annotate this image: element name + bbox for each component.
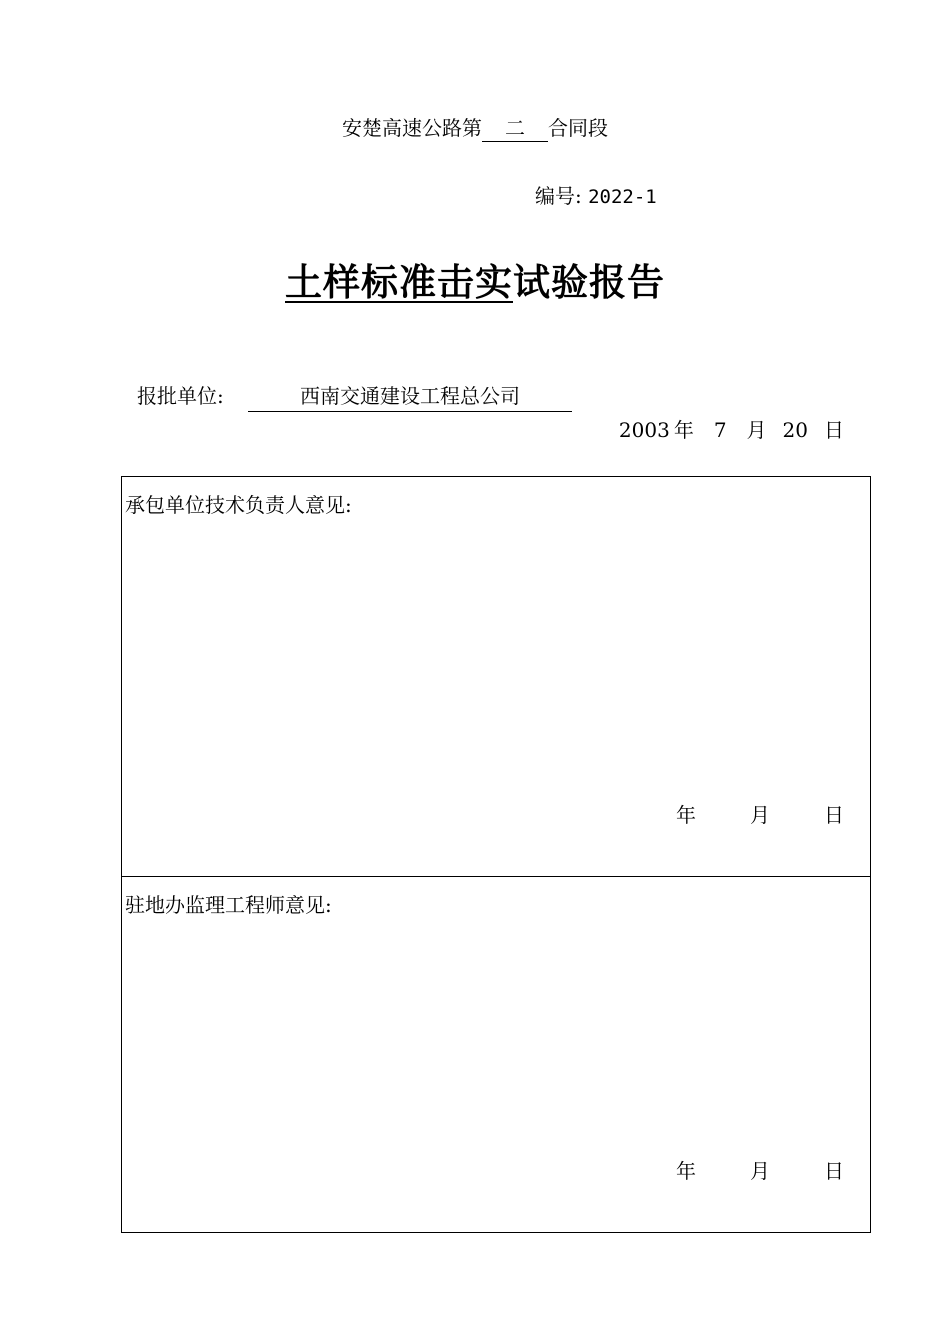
supervisor-sign-date [676, 1155, 844, 1184]
report-date [619, 414, 844, 443]
number-label: 编号: [535, 184, 582, 208]
document-number [535, 180, 657, 209]
project-section-line [0, 112, 950, 142]
month-char: 月 [750, 803, 770, 827]
day-char: 日 [824, 803, 844, 827]
contract-section-number: 二 [482, 112, 548, 142]
project-prefix: 安楚高速公路第 [342, 116, 482, 140]
opinion-table [121, 476, 871, 1233]
date-month-char: 月 [746, 418, 767, 442]
submit-unit-value: 西南交通建设工程总公司 [248, 380, 572, 412]
date-month: 7 [713, 418, 727, 442]
date-year-char: 年 [673, 418, 694, 442]
contractor-opinion-cell [122, 477, 870, 877]
day-char: 日 [824, 1159, 844, 1183]
submit-unit-label: 报批单位: [137, 384, 224, 408]
year-char: 年 [676, 803, 696, 827]
year-char: 年 [676, 1159, 696, 1183]
page-title [0, 252, 950, 306]
date-year: 2003 [618, 418, 670, 442]
title-underlined-part: 土样标准击实 [285, 260, 513, 304]
contractor-sign-date [676, 799, 844, 828]
month-char: 月 [750, 1159, 770, 1183]
project-suffix: 合同段 [548, 116, 608, 140]
contractor-opinion-label: 承包单位技术负责人意见: [125, 493, 352, 517]
date-day: 20 [782, 418, 808, 442]
date-day-char: 日 [824, 418, 844, 442]
supervisor-opinion-cell [122, 877, 870, 1232]
supervisor-opinion-label: 驻地办监理工程师意见: [125, 893, 332, 917]
number-value: 2022-1 [588, 186, 657, 208]
title-rest-part: 试验报告 [513, 260, 665, 304]
